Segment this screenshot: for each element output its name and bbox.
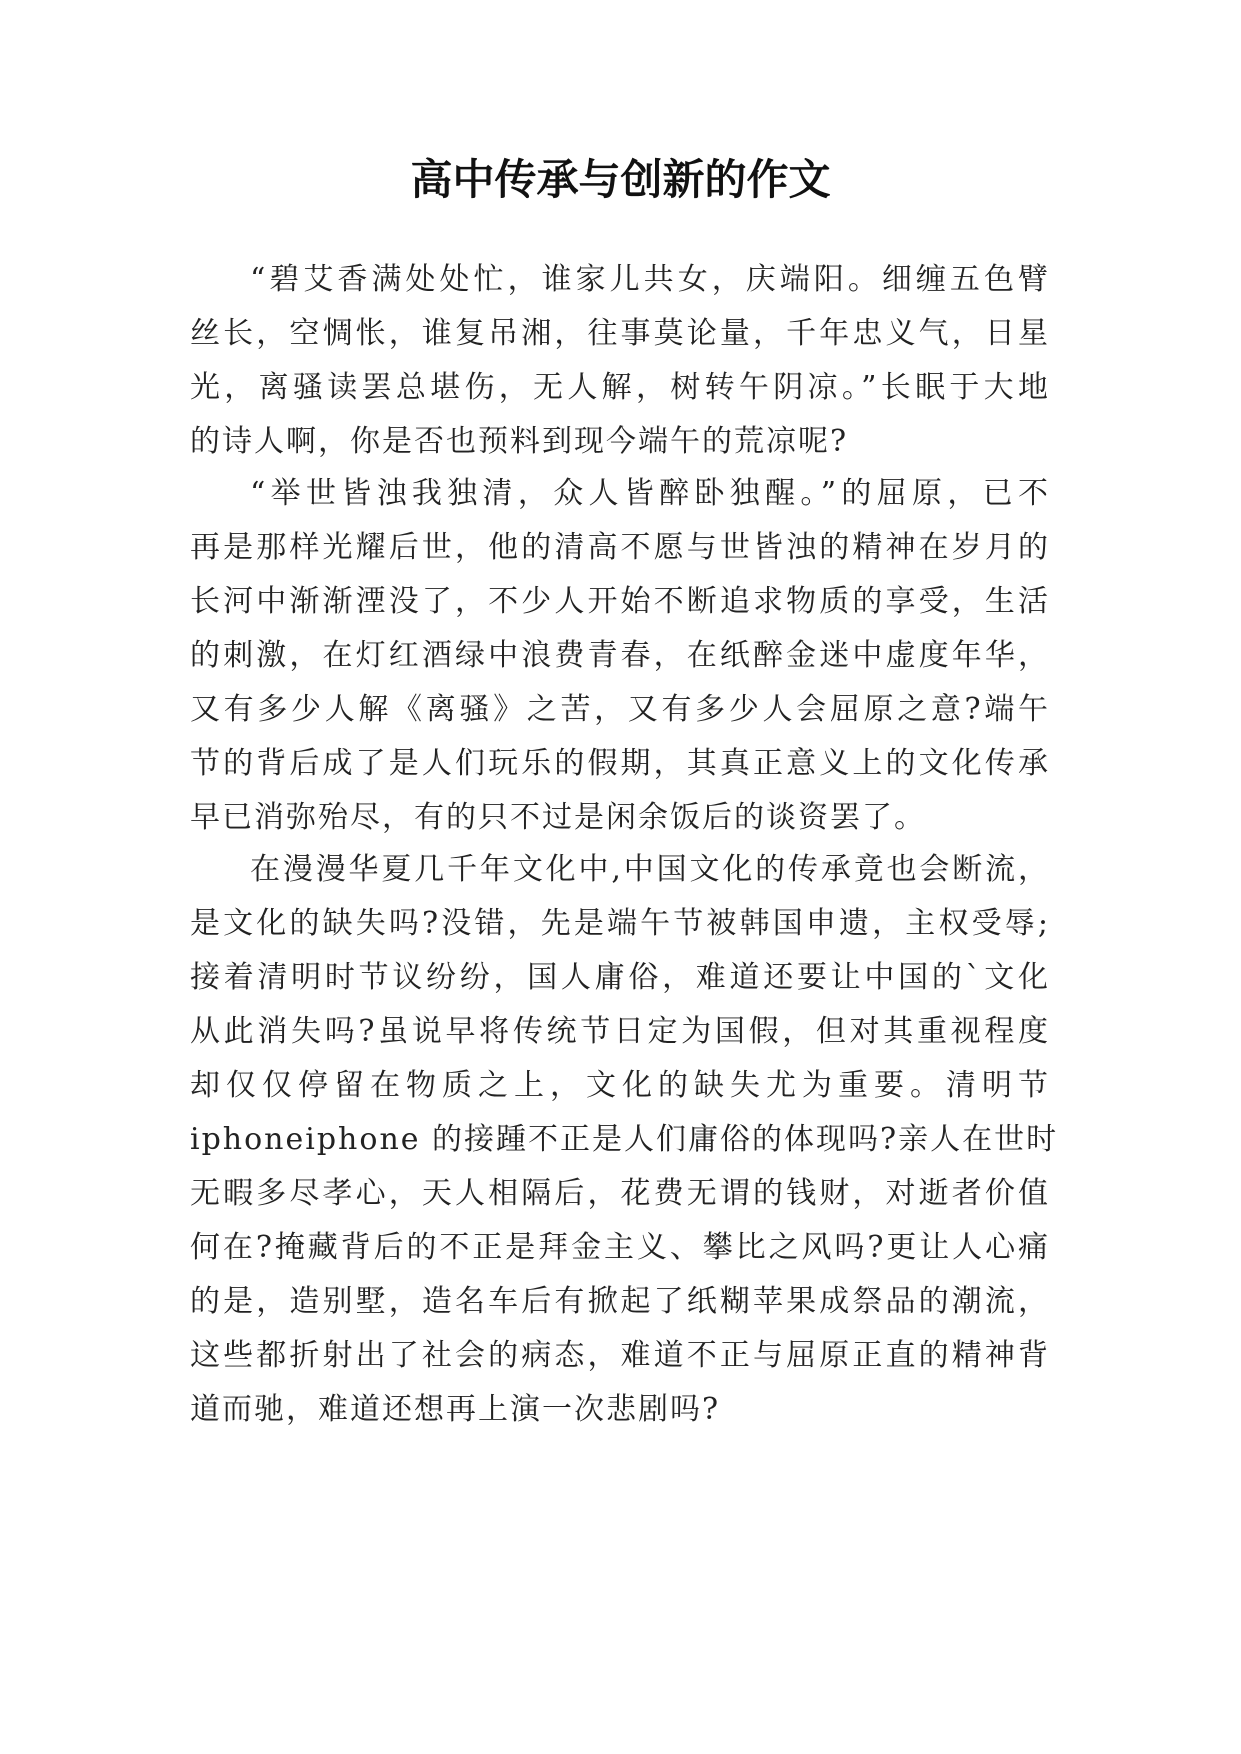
- body-line: 丝长，空惆怅，谁复吊湘，往事莫论量，千年忠义气，日星: [190, 316, 1050, 351]
- body-line: 从此消失吗?虽说早将传统节日定为国假，但对其重视程度: [190, 1014, 1050, 1049]
- body-line: 无暇多尽孝心，天人相隔后，花费无谓的钱财，对逝者价值: [190, 1176, 1050, 1211]
- body-line: 又有多少人解《离骚》之苦，又有多少人会屈原之意?端午: [190, 692, 1050, 727]
- body-line: iphoneiphone 的接踵不正是人们庸俗的体现吗?亲人在世时: [190, 1122, 1059, 1157]
- body-line: 的诗人啊，你是否也预料到现今端午的荒凉呢?: [190, 424, 849, 459]
- body-line: “举世皆浊我独清，众人皆醉卧独醒。”的屈原，已不: [250, 476, 1050, 511]
- body-line: 在漫漫华夏几千年文化中,中国文化的传承竟也会断流，: [250, 852, 1050, 887]
- body-line: 道而驰，难道还想再上演一次悲剧吗?: [190, 1392, 721, 1427]
- body-line: 是文化的缺失吗?没错，先是端午节被韩国申遗，主权受辱;: [190, 906, 1050, 941]
- body-line: 接着清明时节议纷纷，国人庸俗，难道还要让中国的`文化: [190, 960, 1050, 995]
- body-line: 节的背后成了是人们玩乐的假期，其真正意义上的文化传承: [190, 746, 1050, 781]
- body-line: 这些都折射出了社会的病态，难道不正与屈原正直的精神背: [190, 1338, 1050, 1373]
- body-line: 长河中渐渐湮没了，不少人开始不断追求物质的享受，生活: [190, 584, 1050, 619]
- body-line: 何在?掩藏背后的不正是拜金主义、攀比之风吗?更让人心痛: [190, 1230, 1050, 1265]
- body-line: 早已消弥殆尽，有的只不过是闲余饭后的谈资罢了。: [190, 800, 926, 835]
- body-line: 的是，造别墅，造名车后有掀起了纸糊苹果成祭品的潮流，: [190, 1284, 1050, 1319]
- document-title: 高中传承与创新的作文: [410, 155, 831, 204]
- body-line: “碧艾香满处处忙，谁家儿共女，庆端阳。细缠五色臂: [250, 262, 1050, 297]
- body-line: 却仅仅停留在物质之上，文化的缺失尤为重要。清明节: [190, 1068, 1050, 1103]
- body-line: 再是那样光耀后世，他的清高不愿与世皆浊的精神在岁月的: [190, 530, 1050, 565]
- body-line: 的刺激，在灯红酒绿中浪费青春，在纸醉金迷中虚度年华，: [190, 638, 1050, 673]
- body-line: 光，离骚读罢总堪伤，无人解，树转午阴凉。”长眠于大地: [190, 370, 1050, 405]
